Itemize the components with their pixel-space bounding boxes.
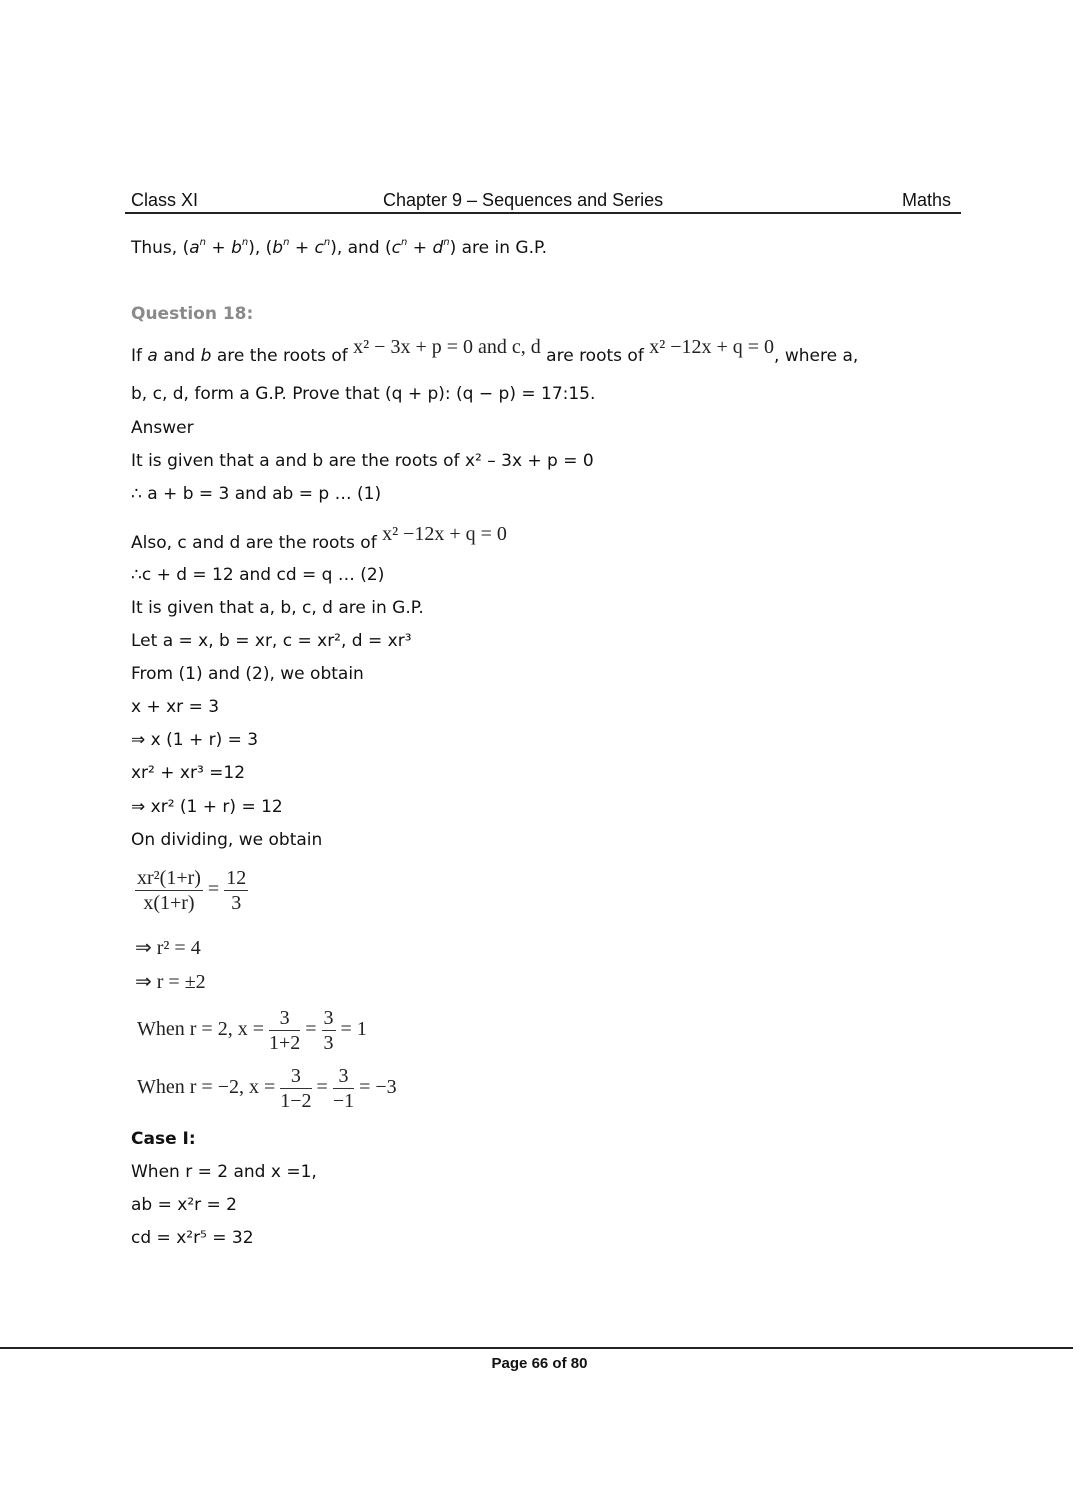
numerator: 3 (323, 1007, 334, 1029)
question-line-2: b, c, d, form a G.P. Prove that (q + p): (q − p) = 17:15. (131, 384, 596, 404)
text: When r = −2, x = (137, 1076, 276, 1099)
text: and (157, 346, 201, 366)
answer-line: ∴c + d = 12 and cd = q … (2) (131, 565, 385, 585)
numerator: 3 (269, 1006, 300, 1031)
when-r-2 (137, 1006, 367, 1055)
page-header (125, 188, 961, 214)
answer-line: It is given that a, b, c, d are in G.P. (131, 598, 424, 618)
numerator: 3 (333, 1064, 354, 1089)
text: = −3 (359, 1076, 397, 1099)
case-line: cd = x²r⁵ = 32 (131, 1228, 254, 1248)
math-line: ⇒ r² = 4 (135, 937, 201, 959)
when-r-minus-2 (137, 1064, 397, 1113)
answer-label: Answer (131, 418, 194, 438)
numerator: 3 (280, 1064, 311, 1089)
denominator: 3 (231, 892, 242, 914)
numerator: xr²(1+r) (137, 867, 201, 889)
text: b (200, 346, 212, 366)
numerator: 12 (226, 867, 247, 889)
text: Thus, (131, 238, 183, 258)
denominator: −1 (332, 1090, 355, 1112)
answer-line: ∴ a + b = 3 and ab = p … (1) (131, 484, 382, 504)
text: , where a, (774, 346, 859, 366)
header-subject: Maths (901, 190, 951, 210)
answer-line: x + xr = 3 (131, 697, 220, 717)
text: If (131, 346, 148, 366)
math-line: ⇒ r = ±2 (135, 971, 206, 993)
question-line-1 (131, 336, 859, 367)
answer-line: ⇒ xr² (1 + r) = 12 (131, 797, 283, 817)
text: When r = 2, x = (137, 1018, 264, 1041)
question-title: Question 18: (131, 304, 254, 324)
answer-line: xr² + xr³ =12 (131, 763, 246, 783)
answer-line: It is given that a and b are the roots of x² – 3x + p = 0 (131, 451, 594, 471)
header-chapter: Chapter 9 – Sequences and Series (383, 190, 664, 210)
footer-divider (0, 1347, 1073, 1349)
answer-line: From (1) and (2), we obtain (131, 664, 364, 684)
denominator: x(1+r) (143, 892, 195, 914)
answer-line: Let a = x, b = xr, c = xr², d = xr³ (131, 631, 412, 651)
thus-line: Thus, $(a^n + b^n)$, $(b^n + c^n)$, and $(c^n + d^n)$ are in G.P. (131, 237, 547, 258)
case-line: When r = 2 and x =1, (131, 1162, 317, 1182)
answer-line (131, 523, 507, 554)
text: are the roots of (211, 346, 354, 366)
text: = (207, 878, 220, 901)
denominator: 1+2 (268, 1032, 301, 1054)
page-number: Page 66 of 80 (491, 1355, 588, 1372)
text: a (147, 346, 158, 366)
denominator: 1−2 (280, 1090, 312, 1112)
fraction-equation (135, 866, 248, 915)
equation: x² −12x + q = 0 (382, 523, 507, 545)
header-class: Class XI (131, 190, 199, 210)
case-heading: Case I: (131, 1129, 196, 1149)
text: = (305, 1018, 317, 1041)
text: = 1 (340, 1018, 367, 1041)
case-line: ab = x²r = 2 (131, 1195, 237, 1215)
equation-1: x² − 3x + p = 0 and c, d (353, 336, 541, 358)
denominator: 3 (323, 1032, 334, 1054)
answer-line: On dividing, we obtain (131, 830, 323, 850)
text: are roots of (546, 346, 650, 366)
equation-2: x² −12x + q = 0 (649, 336, 775, 358)
text: = (316, 1076, 328, 1099)
text: Also, c and d are the roots of (131, 533, 383, 553)
answer-line: ⇒ x (1 + r) = 3 (131, 730, 259, 750)
